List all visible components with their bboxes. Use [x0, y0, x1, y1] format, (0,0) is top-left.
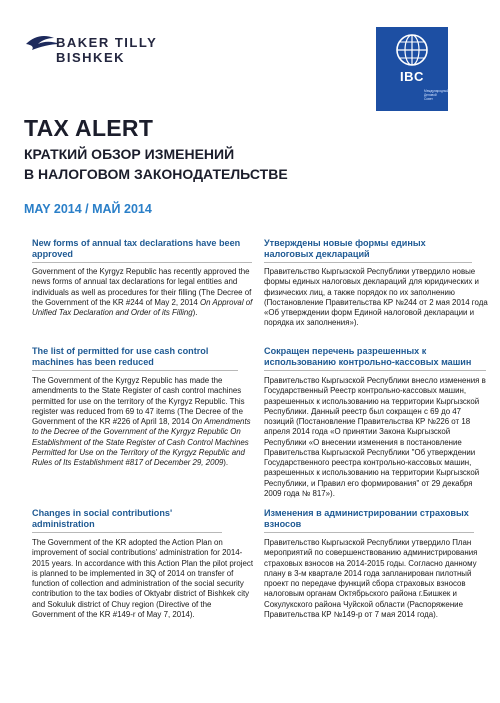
section-heading: New forms of annual tax declarations have been approved	[32, 238, 252, 263]
brand-line-2: BISHKEK	[56, 49, 126, 65]
section-heading: Сокращен перечень разрешенных к использованию контрольно-кассовых машин	[264, 346, 486, 371]
body-text: The Government of the KR adopted the Action Plan on improvement of social contributions' administration for 2014-2015 years. In accordance with this Action Plan the pilot project is planned to be implemented in 3Q of 2014 on transfer of function of collection and administration of the social security contribution to the tax bodies of Oktyabr district of Bishkek city and Sokuluk district of Chuy region (Directive of the Government of the KR #149-r of May 7, 2014).	[32, 538, 254, 619]
section-heading: The list of permitted for use cash control machines has been reduced	[32, 346, 238, 371]
body-italic: On Approval of Unified Tax Declaration and Order of its Filling	[32, 297, 253, 318]
ibc-subtitle: Международный Деловой Совет	[424, 89, 449, 101]
ibc-logo	[376, 27, 448, 111]
body-text: ).	[192, 308, 198, 318]
issue-date: MAY 2014 / МАЙ 2014	[24, 202, 152, 216]
body-text: The Government of the Kyrgyz Republic has made the amendments to the State Register of cash control machines permitted for use on the territory of the Kyrgyz Republic. This register was reduced from 69 to 47 items (The Decree of the Government of the KR #226 of April 18, 2014	[32, 376, 245, 427]
subtitle-line-2: В НАЛОГОВОМ ЗАКОНОДАТЕЛЬСТВЕ	[24, 166, 288, 183]
section-heading: Изменения в администрировании страховых взносов	[264, 508, 474, 533]
page-subtitle	[24, 144, 288, 185]
page-title: TAX ALERT	[24, 115, 154, 141]
body-text: ).	[223, 458, 229, 468]
brand-line-1: BAKER TILLY	[56, 35, 158, 50]
subtitle-line-1: КРАТКИЙ ОБЗОР ИЗМЕНЕНИЙ	[24, 146, 235, 162]
section-body	[32, 538, 256, 620]
section-heading: Changes in social contributions' administration	[32, 508, 222, 533]
globe-icon	[395, 33, 429, 67]
section-body: Правительство Кыргызской Республики утвердило План мероприятий по совершенствованию администрирования страховых взносов на 2014-2015 годы. Согласно данному плану в 3-м квартале 2014 года запланирован пилотный проект по передаче функций сбора страховых взносов налоговым органам Октябрьского района г.Бишкек и Сокулукского района Чуйской области (Распоряжение Правительства КР №149-р от 7 мая 2014 года).	[264, 538, 478, 619]
body-italic: On Amendments to the Decree of the Government of the Kyrgyz Republic On Establishment of the State Register of Cash Control Machines Permitted for Use on the Territory of the Kyrgyz Republic and Rules of Its Establishment #817 of December 29, 2009	[32, 417, 251, 468]
brand-name	[56, 36, 157, 66]
body-text: Government of the Kyrgyz Republic has recently approved the news forms of annual tax declarations for legal entities and individuals as well as procedures for their filling (The Decree of the Government of the KR #244 of May 2, 2014	[32, 267, 252, 307]
section-body	[32, 267, 256, 318]
section-body: Правительство Кыргызской Республики утвердило новые формы единых налоговых деклараций для юридических и физических лиц, а также порядок по их заполнению (Постановление Правительства КР №244 от 2 мая 2014 года «Об утверждении форм Единой налоговой декларации и порядка их заполнения»).	[264, 267, 488, 328]
ibc-label: IBC	[400, 69, 424, 84]
section-heading: Утверждены новые формы единых налоговых деклараций	[264, 238, 472, 263]
section-body	[32, 376, 254, 468]
section-body: Правительство Кыргызской Республики внесло изменения в Государственный Реестр контрольно-кассовых машин, разрешенных к использованию на территории Кыргызской Республики. Данный реестр был сокращен с 69 до 47 позиций (Постановление Правительства КР №226 от 18 апреля 2014 года «О принятии Закона Кыргызской Республики «О внесении изменения в постановление Правительства Кыргызской Республики "Об утверждении Государственного реестра контрольно-кассовых машин, разрешенных к использованию на территории Кыргызской Республики, и Правил его формирования" от 29 декабря 2009 года № 817»).	[264, 376, 486, 498]
